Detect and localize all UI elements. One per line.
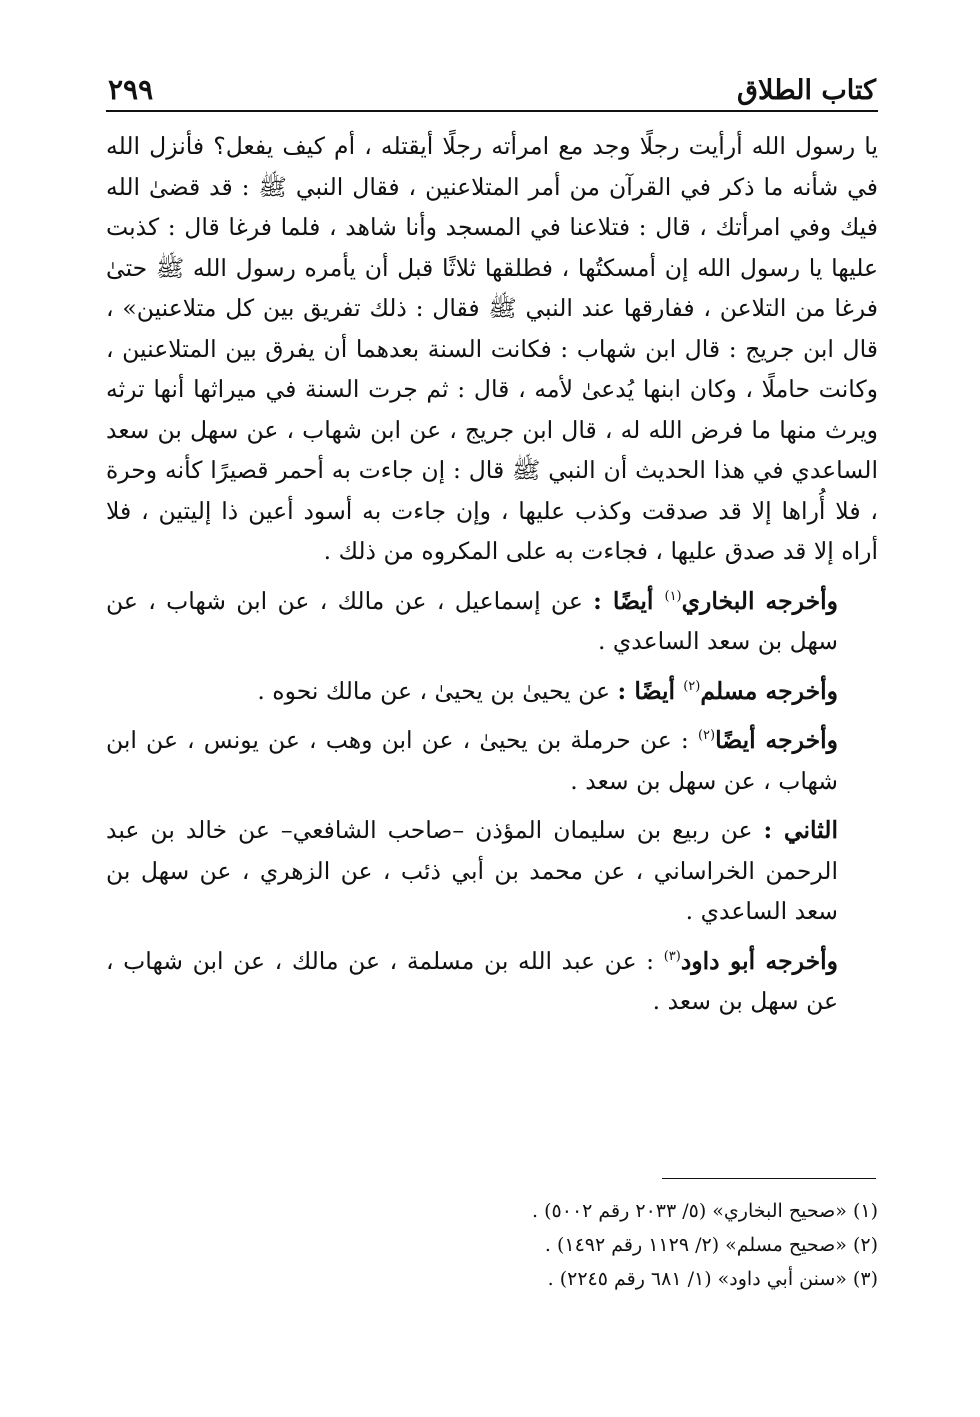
footnotes — [106, 1194, 878, 1296]
entry-lead: الثاني : — [763, 816, 838, 844]
footnote-ref: (٢) — [697, 728, 716, 744]
hadith-paragraph: يا رسول الله أرأيت رجلًا وجد مع امرأته رجلًا أيقتله ، أم كيف يفعل؟ فأنزل الله في شأنه ما ذكر في القرآن من أمر المتلاعنين ، فقال النبي ﷺ : قد قضىٰ الله فيك وفي امرأتك ، قال : فتلاعنا في المسجد وأنا شاهد ، فلما فرغا قال : كذبت عليها يا رسول الله إن أمسكتُها ، فطلقها ثلاثًا قبل أن يأمره رسول الله ﷺ حتىٰ فرغا من التلاعن ، ففارقها عند النبي ﷺ فقال : ذلك تفريق بين كل متلاعنين» ، قال ابن جريج : قال ابن شهاب : فكانت السنة بعدهما أن يفرق بين المتلاعنين ، وكانت حاملًا ، وكان ابنها يُدعىٰ لأمه ، قال : ثم جرت السنة في ميراثها أنها ترثه ويرث منها ما فرض الله له ، قال ابن جريج ، عن ابن شهاب ، عن سهل بن سعد الساعدي في هذا الحديث أن النبي ﷺ قال : إن جاءت به أحمر قصيرًا كأنه وحرة ، فلا أُراها إلا قد صدقت وكذب عليها ، وإن جاءت به أسود أعين ذا إليتين ، فلا أراه إلا قد صدق عليها ، فجاءت به على المكروه من ذلك . — [106, 132, 878, 565]
takhrij-muslim-2 — [106, 720, 878, 801]
second-chain — [106, 810, 878, 932]
entry-text: عن إسماعيل ، عن مالك ، عن ابن شهاب ، عن سهل بن سعد الساعدي . — [106, 586, 838, 655]
footnote: (١) «صحيح البخاري» (٥/ ٢٠٣٣ رقم ٥٠٠٢) . — [532, 1200, 878, 1222]
entry-lead: وأخرجه مسلم — [700, 676, 838, 705]
main-text — [106, 126, 878, 1031]
footnote: (٢) «صحيح مسلم» (٢/ ١١٢٩ رقم ١٤٩٢) . — [544, 1234, 878, 1256]
entry-text: : عن حرملة بن يحيىٰ ، عن ابن وهب ، عن يونس ، عن ابن شهاب ، عن سهل بن سعد . — [106, 726, 838, 795]
footnote-separator — [662, 1178, 876, 1179]
footnote-ref: (٢) — [683, 678, 701, 694]
takhrij-abu-dawud — [106, 941, 878, 1022]
footnote-ref: (١) — [664, 588, 682, 604]
entry-lead: وأخرجه البخاري — [681, 586, 838, 615]
entry-lead-suffix: أيضًا : — [593, 586, 665, 615]
entry-text: عن ربيع بن سليمان المؤذن –صاحب الشافعي– عن خالد بن عبد الرحمن الخراساني ، عن محمد بن أبي ذئب ، عن الزهري ، عن سهل بن سعد الساعدي . — [106, 816, 838, 925]
takhrij-muslim — [106, 671, 878, 712]
entry-text: عن يحيىٰ بن يحيىٰ ، عن مالك نحوه . — [257, 676, 618, 705]
page-header — [108, 58, 876, 106]
entry-lead: وأخرجه أبو داود — [680, 946, 838, 975]
takhrij-bukhari — [106, 581, 878, 662]
entry-text: : عن عبد الله بن مسلمة ، عن مالك ، عن ابن شهاب ، عن سهل بن سعد . — [106, 946, 838, 1015]
header-rule — [106, 110, 878, 112]
chapter-title: كتاب الطلاق — [737, 75, 876, 106]
footnote: (٣) «سنن أبي داود» (١/ ٦٨١ رقم ٢٢٤٥) . — [547, 1268, 878, 1290]
footnote-ref: (٣) — [663, 948, 681, 964]
entry-lead-suffix: أيضًا : — [617, 676, 684, 705]
page-number: ٢٩٩ — [108, 73, 154, 106]
entry-lead: وأخرجه أيضًا — [715, 726, 838, 754]
